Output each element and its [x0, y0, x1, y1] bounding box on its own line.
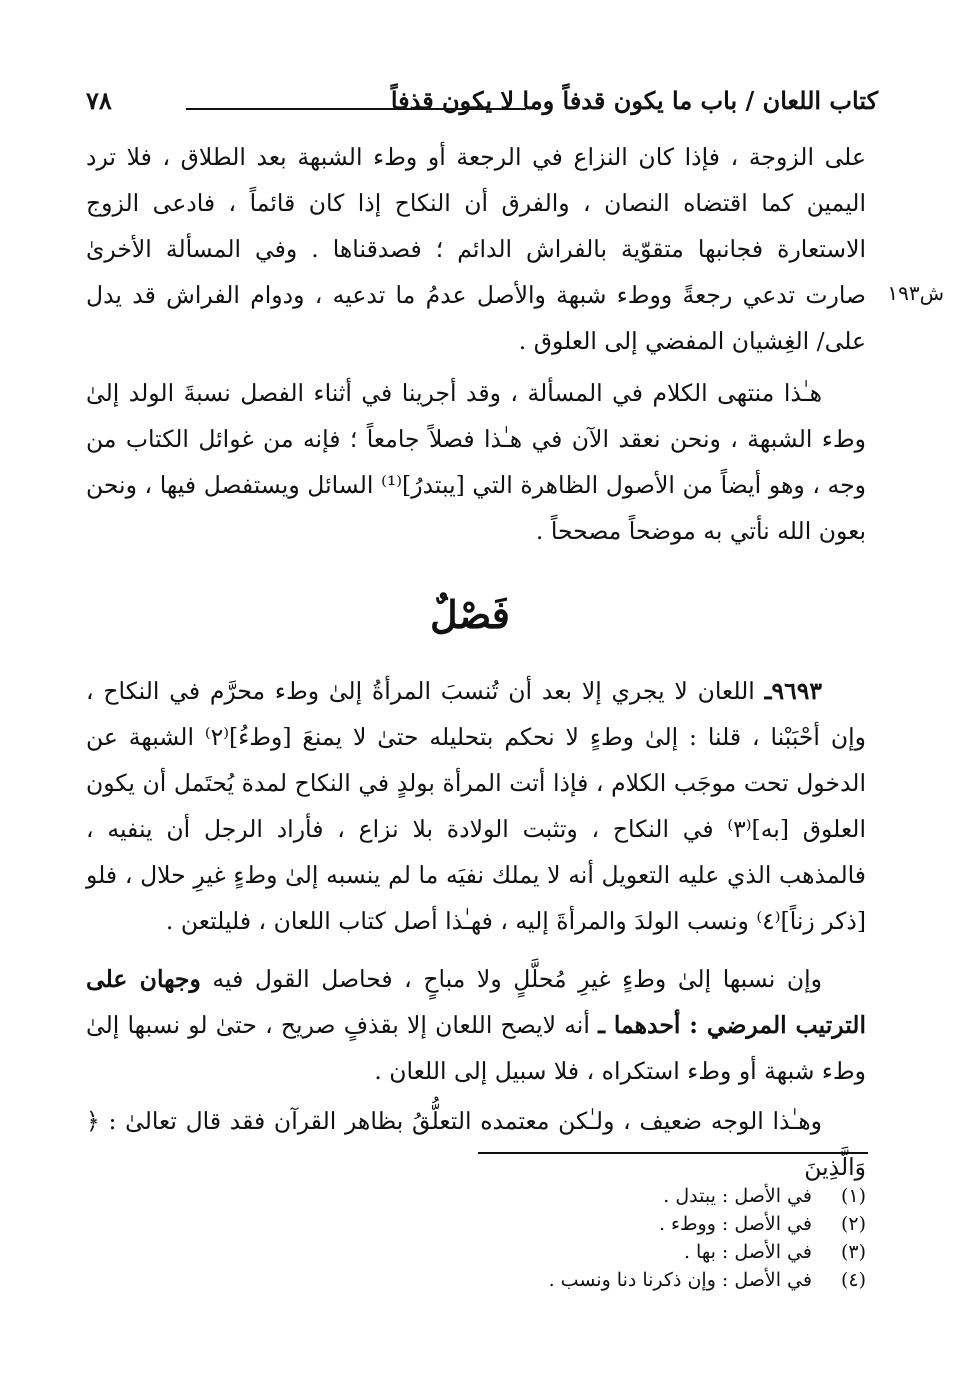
- footnote: [86, 1210, 866, 1238]
- paragraph-1: على الزوجة ، فإذا كان النزاع في الرجعة أو وطء الشبهة بعد الطلاق ، فلا ترد اليمين كما اقتضاه النصان ، والفرق أن النكاح إذا كان قائماً ، فادعى الزوج الاستعارة فجانبها متقوّية بالفراش الدائم ؛ فصدقناها . وفي المسألة الأخرىٰ صارت تدعي رجعةً ووطء شبهة والأصل عدمُ ما تدعيه ، ودوام الفراش قد يدل على/ الغِشيان المفضي إلى العلوق .: [86, 143, 866, 355]
- paragraph-4-text-a: وإن نسبها إلىٰ وطءٍ غيرِ مُحلَّلٍ ولا مباحٍ ، فحاصل القول فيه: [200, 965, 822, 993]
- running-title: كتاب اللعان / باب ما يكون قدفاً وما لا يكون قذفاً: [390, 86, 878, 115]
- footnote-text: في الأصل : بها .: [683, 1241, 812, 1263]
- paragraph-2: هـٰذا منتهى الكلام في المسألة ، وقد أجرينا في أثناء الفصل نسبةَ الولد إلىٰ وطء الشبهة ، ونحن نعقد الآن في هـٰذا فصلاً جامعاً ؛ فإنه من غوائل الكتاب من وجه ، وهو أيضاً من الأصول الظاهرة التي [يبتدرُ]⁽¹⁾ السائل ويستفصل فيها ، ونحن بعون الله نأتي به موضحاً مصححاً .: [86, 379, 866, 545]
- paragraph-4-bold: وجهان على الترتيب المرضي : أحدهما ـ: [86, 965, 866, 1039]
- issue-number: ٩٦٩٣ـ: [764, 677, 822, 705]
- paragraph-3-text: اللعان لا يجري إلا بعد أن تُنسبَ المرأةُ إلىٰ وطء محرَّم في النكاح ، وإن أحْبَبْنا ، قلنا : إلىٰ وطءٍ لا نحكم بتحليله حتىٰ لا يمنعَ [وطءُ]⁽٢⁾ الشبهة عن الدخول تحت موجَب الكلام ، فإذا أتت المرأة بولدٍ في النكاح لمدة يُحتَمل أن يكون العلوق [به]⁽٣⁾ في النكاح ، وتثبت الولادة بلا نزاع ، فأراد الرجل أن ينفيه ، فالمذهب الذي عليه التعويل أنه لا يملك نفيَه ما لم ينسبه إلىٰ وطءٍ غيرِ حلال ، فلو [ذكر زناً]⁽٤⁾ ونسب الولدَ والمرأةَ إليه ، فهـٰذا أصل كتاب اللعان ، فليلتعن .: [86, 677, 866, 935]
- paragraph-4-text-b: أنه لايصح اللعان إلا بقذفٍ صريح ، حتىٰ لو نسبها إلىٰ وطء شبهة أو وطء استكراه ، فلا سبيل إلى اللعان .: [86, 1011, 866, 1085]
- footnote-rule: [478, 1152, 868, 1154]
- section-title: فَصْلٌ: [430, 592, 510, 637]
- footnote-number: (١): [840, 1185, 866, 1207]
- header-rule: [186, 108, 526, 110]
- paragraph-5: وهـٰذا الوجه ضعيف ، ولـٰكن معتمده التعلُّقُ بظاهر القرآن فقد قال تعالىٰ : ﴿ وَالَّذِينَ: [86, 1107, 866, 1181]
- footnote-text: في الأصل : ووطء .: [658, 1213, 812, 1235]
- paragraph-3: [86, 668, 866, 944]
- page-header: [86, 84, 878, 124]
- footnote: [86, 1182, 866, 1210]
- footnote-number: (٤): [840, 1269, 866, 1291]
- footnotes: [86, 1182, 866, 1294]
- paragraph-4: [86, 956, 866, 1094]
- footnote: [86, 1238, 866, 1266]
- footnote: [86, 1266, 866, 1294]
- page-number: ٧٨: [86, 86, 112, 115]
- footnote-number: (٣): [840, 1241, 866, 1263]
- footnote-text: في الأصل : يبتدل .: [663, 1185, 812, 1207]
- margin-note: ش١٩٣: [887, 281, 944, 305]
- footnote-text: في الأصل : وإن ذكرنا دنا ونسب .: [548, 1269, 812, 1291]
- footnote-number: (٢): [840, 1213, 866, 1235]
